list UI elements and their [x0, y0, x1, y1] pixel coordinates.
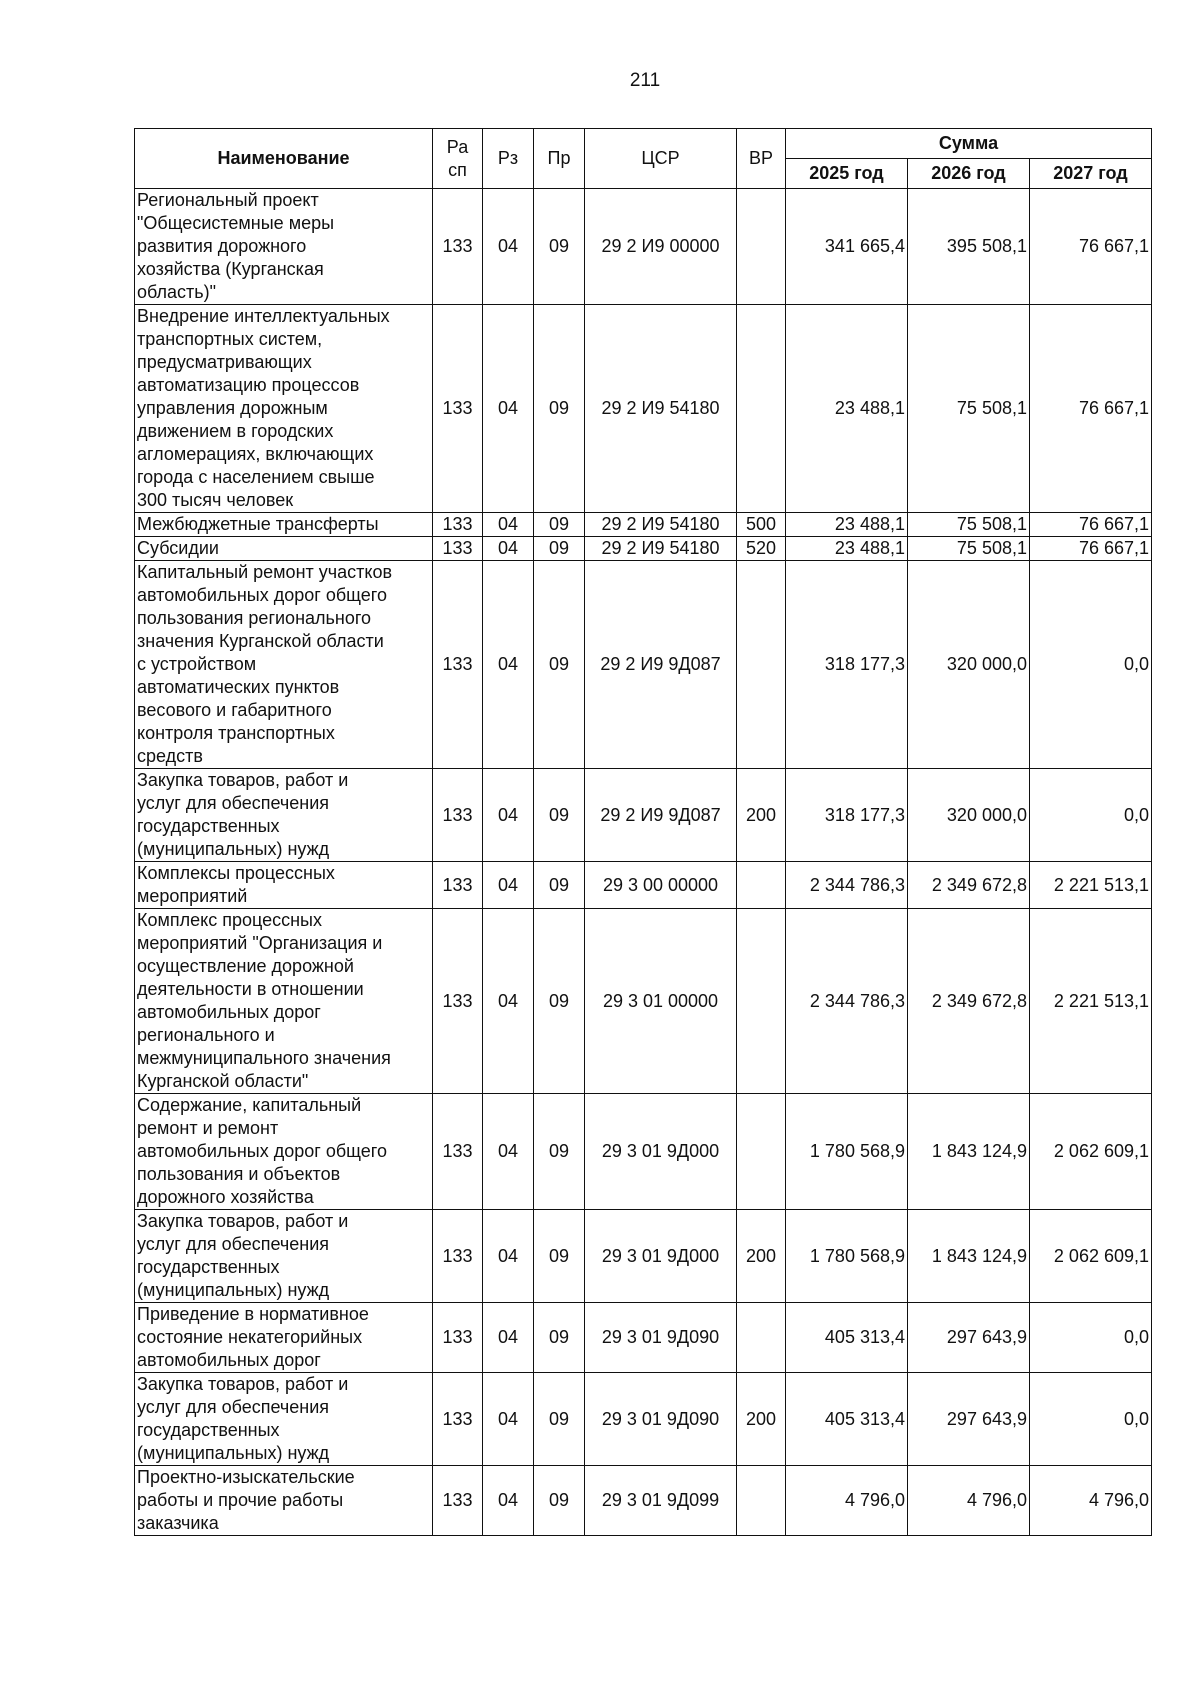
- row-rz: 04: [483, 1303, 534, 1373]
- row-rasp: 133: [433, 537, 483, 561]
- row-sum-2025: 23 488,1: [786, 305, 908, 513]
- row-sum-2027: 4 796,0: [1030, 1466, 1152, 1536]
- row-csr: 29 3 01 9Д000: [585, 1094, 737, 1210]
- row-name: Содержание, капитальный ремонт и ремонт автомобильных дорог общего пользования и объектов дорожного хозяйства: [135, 1094, 433, 1210]
- header-year-2025: 2025 год: [786, 159, 908, 189]
- row-csr: 29 2 И9 54180: [585, 305, 737, 513]
- row-sum-2026: 297 643,9: [908, 1303, 1030, 1373]
- row-sum-2025: 23 488,1: [786, 513, 908, 537]
- row-sum-2027: 76 667,1: [1030, 513, 1152, 537]
- row-name: Приведение в нормативное состояние некатегорийных автомобильных дорог: [135, 1303, 433, 1373]
- table-row: [135, 1373, 1152, 1466]
- header-rasp: Ра сп: [433, 129, 483, 189]
- row-rasp: 133: [433, 862, 483, 909]
- row-rz: 04: [483, 1373, 534, 1466]
- page-number: 211: [629, 70, 661, 91]
- row-rz: 04: [483, 1466, 534, 1536]
- row-csr: 29 2 И9 9Д087: [585, 561, 737, 769]
- row-rz: 04: [483, 561, 534, 769]
- row-rasp: 133: [433, 1210, 483, 1303]
- row-csr: 29 2 И9 54180: [585, 513, 737, 537]
- row-vr: [737, 909, 786, 1094]
- row-sum-2027: 0,0: [1030, 769, 1152, 862]
- row-name: Субсидии: [135, 537, 433, 561]
- table-header: [135, 129, 1152, 189]
- row-csr: 29 2 И9 00000: [585, 189, 737, 305]
- row-sum-2025: 405 313,4: [786, 1303, 908, 1373]
- row-csr: 29 3 01 9Д090: [585, 1373, 737, 1466]
- table-row: [135, 1466, 1152, 1536]
- row-csr: 29 3 00 00000: [585, 862, 737, 909]
- row-rz: 04: [483, 513, 534, 537]
- header-pr: Пр: [534, 129, 585, 189]
- row-name: Комплекс процессных мероприятий "Организация и осуществление дорожной деятельности в отношении автомобильных дорог регионального и межмуниципального значения Курганской области": [135, 909, 433, 1094]
- row-sum-2025: 318 177,3: [786, 769, 908, 862]
- row-sum-2027: 2 221 513,1: [1030, 862, 1152, 909]
- row-pr: 09: [534, 1373, 585, 1466]
- row-sum-2025: 318 177,3: [786, 561, 908, 769]
- row-sum-2026: 1 843 124,9: [908, 1094, 1030, 1210]
- row-pr: 09: [534, 909, 585, 1094]
- row-rasp: 133: [433, 1373, 483, 1466]
- row-sum-2027: 0,0: [1030, 561, 1152, 769]
- table-row: [135, 909, 1152, 1094]
- row-sum-2025: 341 665,4: [786, 189, 908, 305]
- row-sum-2026: 297 643,9: [908, 1373, 1030, 1466]
- row-sum-2026: 320 000,0: [908, 561, 1030, 769]
- row-sum-2027: 0,0: [1030, 1303, 1152, 1373]
- table-row: [135, 1303, 1152, 1373]
- row-sum-2025: 23 488,1: [786, 537, 908, 561]
- row-vr: [737, 561, 786, 769]
- row-vr: 500: [737, 513, 786, 537]
- row-name: Внедрение интеллектуальных транспортных систем, предусматривающих автоматизацию процессов управления дорожным движением в городских агломерациях, включающих города с населением свыше 300 тысяч человек: [135, 305, 433, 513]
- row-sum-2025: 2 344 786,3: [786, 862, 908, 909]
- row-name: Проектно-изыскательские работы и прочие работы заказчика: [135, 1466, 433, 1536]
- row-csr: 29 3 01 00000: [585, 909, 737, 1094]
- row-rasp: 133: [433, 561, 483, 769]
- row-sum-2026: 1 843 124,9: [908, 1210, 1030, 1303]
- table-row: [135, 513, 1152, 537]
- row-rz: 04: [483, 862, 534, 909]
- row-rz: 04: [483, 305, 534, 513]
- row-pr: 09: [534, 1303, 585, 1373]
- row-sum-2025: 405 313,4: [786, 1373, 908, 1466]
- row-pr: 09: [534, 561, 585, 769]
- row-pr: 09: [534, 862, 585, 909]
- row-pr: 09: [534, 1094, 585, 1210]
- row-sum-2025: 1 780 568,9: [786, 1094, 908, 1210]
- header-sum: Сумма: [786, 129, 1152, 159]
- row-vr: 520: [737, 537, 786, 561]
- row-csr: 29 3 01 9Д099: [585, 1466, 737, 1536]
- row-pr: 09: [534, 305, 585, 513]
- header-vr: ВР: [737, 129, 786, 189]
- row-sum-2026: 2 349 672,8: [908, 862, 1030, 909]
- row-sum-2026: 4 796,0: [908, 1466, 1030, 1536]
- row-rasp: 133: [433, 189, 483, 305]
- row-sum-2027: 76 667,1: [1030, 305, 1152, 513]
- table-row: [135, 561, 1152, 769]
- table-row: [135, 189, 1152, 305]
- row-name: Закупка товаров, работ и услуг для обеспечения государственных (муниципальных) нужд: [135, 769, 433, 862]
- row-sum-2026: 75 508,1: [908, 305, 1030, 513]
- row-sum-2025: 1 780 568,9: [786, 1210, 908, 1303]
- table-row: [135, 862, 1152, 909]
- table-row: [135, 1094, 1152, 1210]
- row-pr: 09: [534, 537, 585, 561]
- header-year-2027: 2027 год: [1030, 159, 1152, 189]
- row-vr: 200: [737, 1373, 786, 1466]
- header-name: Наименование: [135, 129, 433, 189]
- row-sum-2027: 76 667,1: [1030, 537, 1152, 561]
- row-rasp: 133: [433, 909, 483, 1094]
- row-pr: 09: [534, 189, 585, 305]
- row-name: Комплексы процессных мероприятий: [135, 862, 433, 909]
- row-pr: 09: [534, 769, 585, 862]
- row-vr: [737, 862, 786, 909]
- row-rz: 04: [483, 537, 534, 561]
- row-rz: 04: [483, 189, 534, 305]
- row-vr: [737, 1094, 786, 1210]
- row-vr: [737, 1466, 786, 1536]
- row-rz: 04: [483, 1210, 534, 1303]
- table-row: [135, 1210, 1152, 1303]
- header-rz: Рз: [483, 129, 534, 189]
- row-rasp: 133: [433, 1303, 483, 1373]
- row-vr: [737, 189, 786, 305]
- row-sum-2027: 2 062 609,1: [1030, 1210, 1152, 1303]
- row-vr: [737, 305, 786, 513]
- row-sum-2025: 2 344 786,3: [786, 909, 908, 1094]
- header-csr: ЦСР: [585, 129, 737, 189]
- table-body: [135, 189, 1152, 1536]
- row-vr: 200: [737, 1210, 786, 1303]
- row-csr: 29 3 01 9Д000: [585, 1210, 737, 1303]
- row-vr: 200: [737, 769, 786, 862]
- row-rasp: 133: [433, 1094, 483, 1210]
- row-rz: 04: [483, 769, 534, 862]
- row-pr: 09: [534, 1210, 585, 1303]
- budget-table: [134, 128, 1152, 1536]
- row-sum-2026: 75 508,1: [908, 537, 1030, 561]
- row-rasp: 133: [433, 1466, 483, 1536]
- row-name: Межбюджетные трансферты: [135, 513, 433, 537]
- row-name: Закупка товаров, работ и услуг для обеспечения государственных (муниципальных) нужд: [135, 1210, 433, 1303]
- row-sum-2026: 320 000,0: [908, 769, 1030, 862]
- table-row: [135, 305, 1152, 513]
- row-name: Капитальный ремонт участков автомобильных дорог общего пользования регионального значения Курганской области с устройством автоматических пунктов весового и габаритного контроля транспортных средств: [135, 561, 433, 769]
- row-name: Закупка товаров, работ и услуг для обеспечения государственных (муниципальных) нужд: [135, 1373, 433, 1466]
- row-sum-2027: 2 062 609,1: [1030, 1094, 1152, 1210]
- row-sum-2027: 76 667,1: [1030, 189, 1152, 305]
- row-pr: 09: [534, 1466, 585, 1536]
- row-sum-2026: 75 508,1: [908, 513, 1030, 537]
- row-sum-2026: 395 508,1: [908, 189, 1030, 305]
- row-pr: 09: [534, 513, 585, 537]
- row-csr: 29 2 И9 9Д087: [585, 769, 737, 862]
- row-sum-2026: 2 349 672,8: [908, 909, 1030, 1094]
- row-vr: [737, 1303, 786, 1373]
- row-sum-2025: 4 796,0: [786, 1466, 908, 1536]
- table-row: [135, 537, 1152, 561]
- table-row: [135, 769, 1152, 862]
- row-name: Региональный проект "Общесистемные меры развития дорожного хозяйства (Курганская область)": [135, 189, 433, 305]
- row-csr: 29 3 01 9Д090: [585, 1303, 737, 1373]
- header-year-2026: 2026 год: [908, 159, 1030, 189]
- row-rz: 04: [483, 1094, 534, 1210]
- row-sum-2027: 2 221 513,1: [1030, 909, 1152, 1094]
- row-rasp: 133: [433, 769, 483, 862]
- row-sum-2027: 0,0: [1030, 1373, 1152, 1466]
- row-rz: 04: [483, 909, 534, 1094]
- row-csr: 29 2 И9 54180: [585, 537, 737, 561]
- row-rasp: 133: [433, 513, 483, 537]
- row-rasp: 133: [433, 305, 483, 513]
